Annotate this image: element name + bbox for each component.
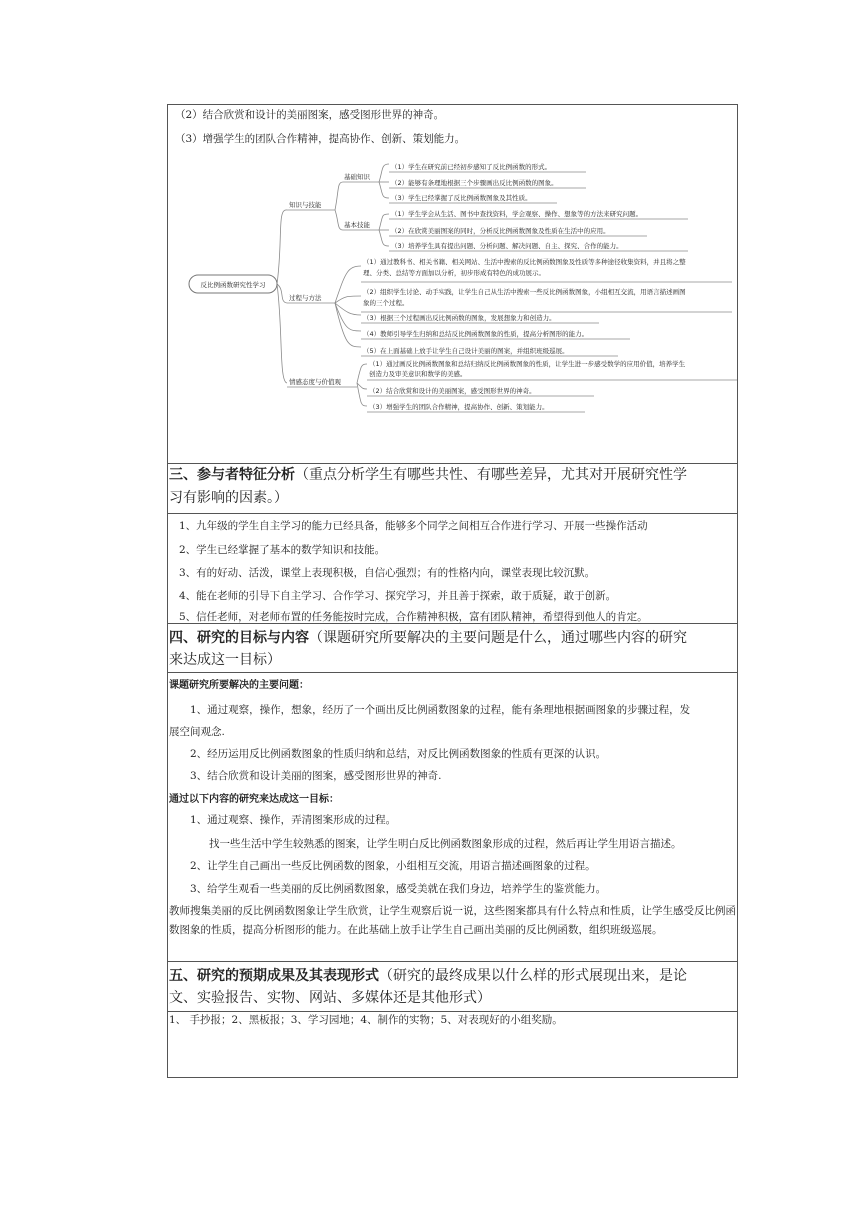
section4-heading [169, 628, 735, 649]
section3-item: 4、能在老师的引导下自主学习、合作学习、探究学习，并且善于探索，敢于质疑，敢于创新。 [179, 590, 617, 602]
mindmap-branch-label: 过程与方法 [289, 294, 322, 302]
mindmap-leaf: 象的三个过程。 [363, 299, 409, 307]
section4-content: 3、给学生观看一些美丽的反比例函数图象，感受美就在我们身边，培养学生的鉴赏能力。 [190, 883, 607, 895]
section4-content: 2、让学生自己画出一些反比例函数的图象，小组相互交流，用语言描述画图象的过程。 [190, 860, 596, 872]
section4-title: 四、研究的目标与内容 [169, 630, 309, 646]
intro-goal-3: （3）增强学生的团队合作精神，提高协作、创新、策划能力。 [175, 133, 466, 145]
mindmap-leaf: （3）增强学生的团队合作精神，提高协作、创新、策划能力。 [369, 403, 549, 411]
section5-heading [169, 966, 735, 987]
mindmap-branch-label: 知识与技能 [289, 201, 322, 209]
mindmap-root-label: 反比例函数研究性学习 [200, 281, 266, 289]
mindmap-leaf: （1）通过画反比例函数图象和总结归纳反比例函数图象的性质，让学生进一步感受数学的应用价值，培养学生 [369, 360, 686, 368]
mindmap-leaf: （1）学生学会从生活、图书中查找资料，学会观察、操作、想象等的方法来研究问题。 [391, 210, 643, 218]
section3-heading [169, 465, 735, 486]
mindmap-diagram [167, 150, 738, 420]
section3-item: 5、信任老师，对老师布置的任务能按时完成，合作精神积极，富有团队精神，希望得到他人的肯定。 [179, 611, 648, 623]
section3-item: 2、学生已经掌握了基本的数学知识和技能。 [179, 544, 386, 556]
section4-problem: 1、通过观察，操作，想象，经历了一个画出反比例函数图象的过程，能有条理地根据画图象的步骤过程，发 [190, 704, 691, 716]
row-divider [168, 1011, 737, 1012]
intro-goal-2: （2）结合欣赏和设计的美丽图案，感受图形世界的神奇。 [175, 109, 445, 121]
section5-note: （研究的最终成果以什么样的形式展现出来，是论 [379, 968, 687, 984]
section4-note-cont: 来达成这一目标） [169, 652, 281, 668]
section4-subheading: 课题研究所要解决的主要问题： [169, 680, 309, 691]
mindmap-branch-label: 情感态度与价值观 [289, 378, 341, 386]
mindmap-leaf: （3）培养学生具有提出问题、分析问题、解决问题、自主、探究、合作的能力。 [391, 242, 623, 250]
mindmap-leaf: （2）能够有条理地根据三个步骤画出反比例函数的图象。 [391, 179, 558, 187]
section5-title: 五、研究的预期成果及其表现形式 [169, 968, 379, 984]
mindmap-group-label: 基础知识 [344, 173, 370, 181]
mindmap-leaf: （5）在上面基础上放手让学生自己设计美丽的图案，并组织班级巡展。 [363, 347, 569, 355]
mindmap-leaf: （3）学生已经掌握了反比例函数图象及其性质。 [391, 194, 532, 202]
section4-note: （课题研究所要解决的主要问题是什么，通过哪些内容的研究 [309, 630, 687, 646]
mindmap-leaf: （2）在欣赏美丽图案的同时，分析反比例函数图象及性质在生活中的应用。 [391, 227, 610, 235]
section4-content-detail: 找一些生活中学生较熟悉的图案，让学生明白反比例函数图象形成的过程，然后再让学生用语言描述。 [209, 838, 682, 850]
mindmap-leaf: （4）教师引导学生归纳和总结反比例函数图象的性质，提高分析图形的能力。 [363, 330, 589, 338]
row-divider [168, 961, 737, 962]
mindmap-leaf: 创造力及审美意识和数学的美感。 [369, 370, 467, 378]
section3-item: 3、有的好动、活泼，课堂上表现积极，自信心强烈；有的性格内向，课堂表现比较沉默。 [179, 567, 596, 579]
section4-content: 1、通过观察、操作，弄清图案形成的过程。 [190, 814, 397, 826]
section3-title: 三、参与者特征分析 [169, 467, 295, 483]
section4-problem: 3、结合欣赏和设计美丽的图案，感受图形世界的神奇. [190, 770, 442, 782]
row-divider [168, 672, 737, 673]
mindmap-leaf: （1）学生在研究前已经初步感知了反比例函数的形式。 [391, 163, 552, 171]
row-divider [168, 463, 737, 464]
row-divider [168, 513, 737, 514]
section4-problem-cont: 展空间观念. [169, 726, 225, 738]
section3-item: 1、九年级的学生自主学习的能力已经具备，能够多个同学之间相互合作进行学习、开展一些操作活动 [179, 520, 648, 532]
section4-subheading: 通过以下内容的研究来达成这一目标： [169, 794, 339, 805]
section3-note-cont: 习有影响的因素。） [169, 490, 288, 506]
mindmap-leaf: （1）通过教科书、相关书籍、相关网站、生活中搜索的反比例函数图象及性质等多种途径收集资料，并且将之整 [363, 258, 686, 266]
mindmap-leaf: （2）组织学生讨论、动手实践，让学生自己从生活中搜索一些反比例函数图象，小组相互交流，用语言描述画图 [363, 288, 686, 296]
section5-content: 1、 手抄报；2、黑板报；3、学习园地；4、制作的实物；5、对表现好的小组奖励。 [169, 1014, 563, 1026]
section4-content-paragraph: 教师搜集美丽的反比例函数图象让学生欣赏，让学生观察后说一说，这些图案都具有什么特点和性质，让学生感受反比例函数图象的性质，提高分析图形的能力。在此基础上放手让学生自己画出美丽的反比例函数，组织班级巡展。 [169, 905, 736, 936]
section5-note-cont: 文、实验报告、实物、网站、多媒体还是其他形式） [169, 990, 491, 1006]
mindmap-leaf: （3）根据三个过程画出反比例函数的图象，发展想象力和创造力。 [363, 314, 556, 322]
mindmap-group-label: 基本技能 [344, 221, 370, 229]
mindmap-leaf: （2）结合欣赏和设计的美丽图案，感受图形世界的神奇。 [369, 387, 536, 395]
mindmap-leaf: 理、分类、总结等方面加以分析，初步形成有特色的成功展示。 [363, 269, 545, 277]
section4-problem: 2、经历运用反比例函数图象的性质归纳和总结，对反比例函数图象的性质有更深的认识。 [190, 748, 607, 760]
section3-note: （重点分析学生有哪些共性、有哪些差异，尤其对开展研究性学 [295, 467, 687, 483]
